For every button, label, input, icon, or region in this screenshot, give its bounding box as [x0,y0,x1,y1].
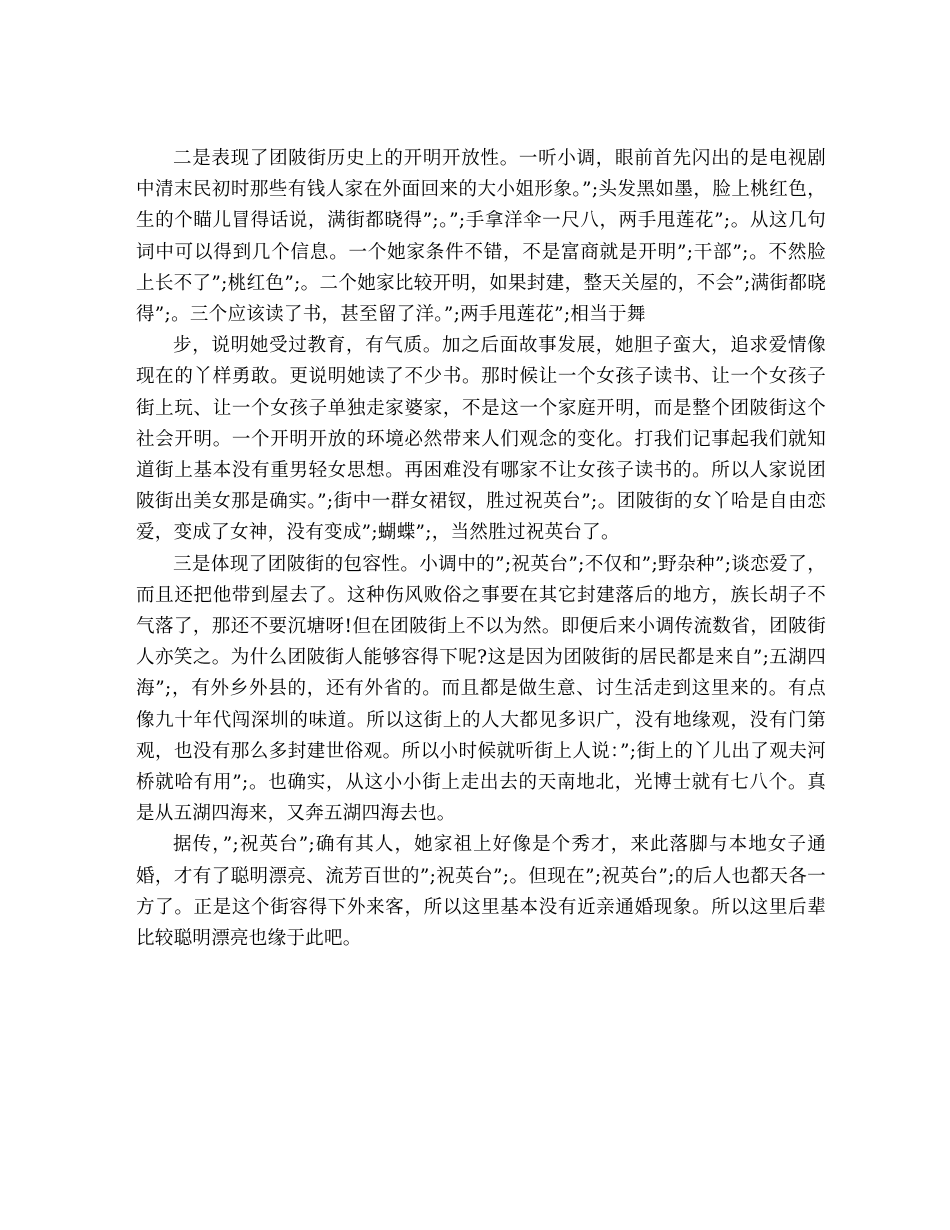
paragraph-4: 据传，”;祝英台”;确有其人，她家祖上好像是个秀才，来此落脚与本地女子通婚，才有了聪明漂亮、流芳百世的”;祝英台”;。但现在”;祝英台”;的后人也都天各一方了。正是这个街容得下外来客，所以这里基本没有近亲通婚现象。所以这里后辈比较聪明漂亮也缘于此吧。 [136,834,826,950]
paragraph-3: 三是体现了团陂街的包容性。小调中的”;祝英台”;不仅和”;野杂种”;谈恋爱了，而且还把他带到屋去了。这种伤风败俗之事要在其它封建落后的地方，族长胡子不气落了，那还不要沉塘呀!但在团陂街上不以为然。即便后来小调传流数省，团陂街人亦笑之。为什么团陂街人能够容得下呢?这是因为团陂街的居民都是来自”;五湖四海”;，有外乡外县的，还有外省的。而且都是做生意、讨生活走到这里来的。有点像九十年代闯深圳的味道。所以这街上的人大都见多识广，没有地缘观，没有门第观，也没有那么多封建世俗观。所以小时候就听街上人说：”;街上的丫儿出了观夫河桥就哈有用”;。也确实，从这小小街上走出去的天南地北，光博士就有七八个。真是从五湖四海来，又奔五湖四海去也。 [136,553,826,825]
paragraph-1: 二是表现了团陂街历史上的开明开放性。一听小调，眼前首先闪出的是电视剧中清末民初时那些有钱人家在外面回来的大小姐形象。”;头发黑如墨，脸上桃红色，生的个瞄儿冒得话说，满街都晓得”;。”;手拿洋伞一尺八，两手甩莲花”;。从这几句词中可以得到几个信息。一个她家条件不错，不是富商就是开明”;干部”;。不然脸上长不了”;桃红色”;。二个她家比较开明，如果封建，整天关屋的，不会”;满街都晓得”;。三个应该读了书，甚至留了洋。”;两手甩莲花”;相当于舞 [136,148,826,326]
paragraph-2: 步，说明她受过教育，有气质。加之后面故事发展，她胆子蛮大，追求爱情像现在的丫样勇敢。更说明她读了不少书。那时候让一个女孩子读书、让一个女孩子街上玩、让一个女孩子单独走家婆家，不是这一个家庭开明，而是整个团陂街这个社会开明。一个开明开放的环境必然带来人们观念的变化。打我们记事起我们就知道街上基本没有重男轻女思想。再困难没有哪家不让女孩子读书的。所以人家说团陂街出美女那是确实。”;街中一群女裙钗，胜过祝英台”;。团陂街的女丫哈是自由恋爱，变成了女神，没有变成”;蝴蝶”;，当然胜过祝英台了。 [136,335,826,544]
body-text [136,143,826,954]
